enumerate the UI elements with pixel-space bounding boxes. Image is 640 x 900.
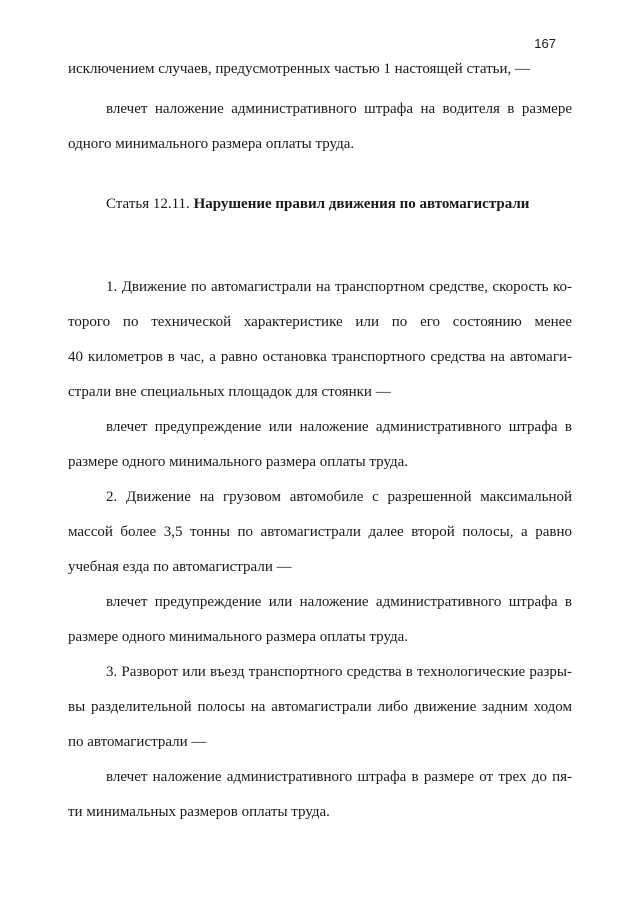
- part-2: [68, 480, 572, 655]
- text-line: 40 километров в час, а равно остановка транспортного средства на автомаги-: [68, 349, 572, 365]
- text-line: торого по технической характеристике или по его состоянию менее: [68, 314, 572, 330]
- text-line: влечет наложение административного штрафа в размере от трех до пя-: [106, 769, 572, 785]
- text-line: размере одного минимального размера оплаты труда.: [68, 629, 409, 645]
- article-title: [106, 196, 529, 213]
- text-line: 2. Движение на грузовом автомобиле с разрешенной максимальной: [106, 489, 572, 505]
- intro-penalty: [68, 92, 572, 162]
- text-line: массой более 3,5 тонны по автомагистрали далее второй полосы, а равно: [68, 524, 572, 540]
- article-prefix: Статья 12.11.: [106, 196, 190, 212]
- text-line: исключением случаев, предусмотренных частью 1 настоящей статьи, —: [68, 61, 531, 77]
- text-line: влечет предупреждение или наложение административного штрафа в: [106, 419, 572, 435]
- article-heading: Нарушение правил движения по автомагистрали: [193, 196, 530, 212]
- page-number: 167: [534, 36, 556, 51]
- text-line: одного минимального размера оплаты труда.: [68, 136, 355, 152]
- text-line: 1. Движение по автомагистрали на транспортном средстве, скорость ко-: [106, 279, 572, 295]
- text-line: 3. Разворот или въезд транспортного средства в технологические разры-: [106, 664, 572, 680]
- text-line: влечет наложение административного штрафа на водителя в размере: [106, 101, 572, 117]
- text-line: вы разделительной полосы на автомагистрали либо движение задним ходом: [68, 699, 572, 715]
- text-line: учебная езда по автомагистрали —: [68, 559, 292, 575]
- part-1: [68, 270, 572, 480]
- text-line: по автомагистрали —: [68, 734, 207, 750]
- intro-section: [68, 52, 572, 87]
- text-line: страли вне специальных площадок для стоянки —: [68, 384, 391, 400]
- part-3: [68, 655, 572, 830]
- text-line: размере одного минимального размера оплаты труда.: [68, 454, 409, 470]
- text-line: ти минимальных размеров оплаты труда.: [68, 804, 330, 820]
- text-line: влечет предупреждение или наложение административного штрафа в: [106, 594, 572, 610]
